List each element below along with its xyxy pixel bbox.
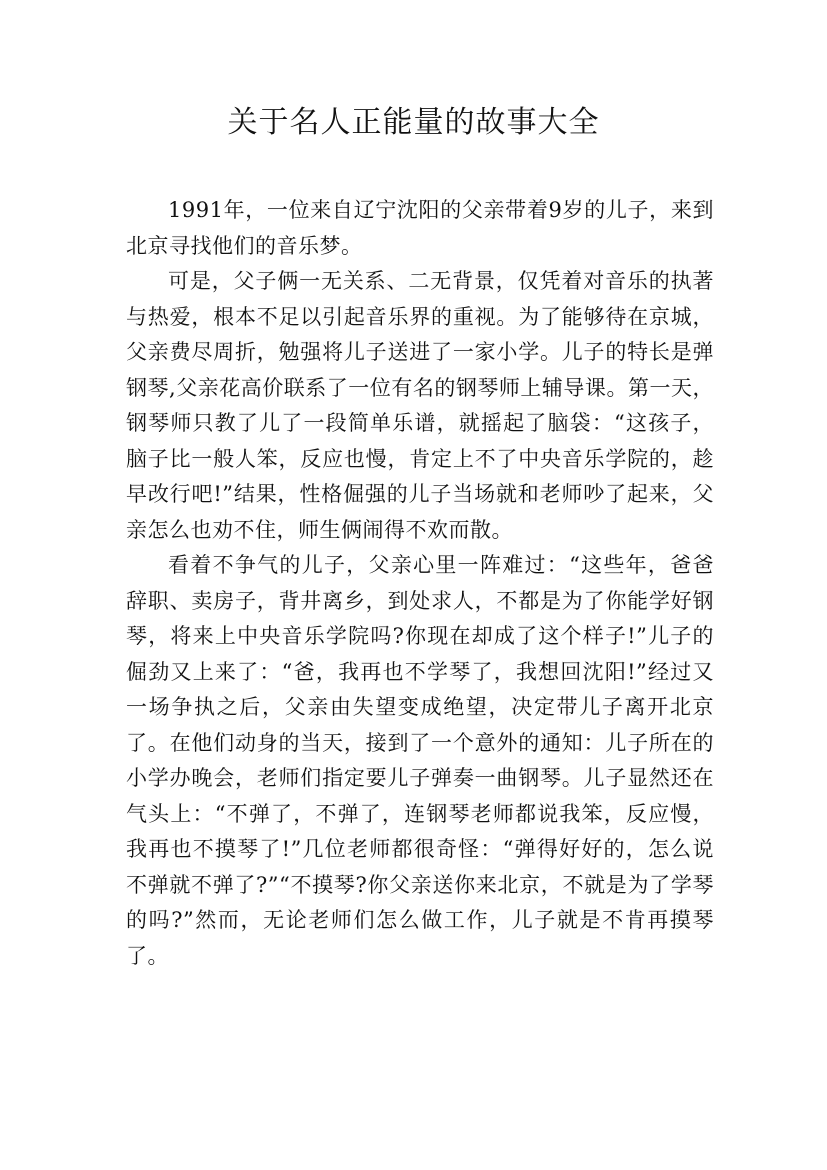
paragraph-2: 可是，父子俩一无关系、二无背景，仅凭着对音乐的执著与热爱，根本不足以引起音乐界的重视。为了能够待在京城，父亲费尽周折，勉强将儿子送进了一家小学。儿子的特长是弹钢琴,父亲花高价联系了一位有名的钢琴师上辅导课。第一天，钢琴师只教了儿了一段简单乐谱，就摇起了脑袋：“这孩子，脑子比一般人笨，反应也慢，肯定上不了中央音乐学院的，趁早改行吧!”结果，性格倔强的儿子当场就和老师吵了起来，父亲怎么也劝不住，师生俩闹得不欢而散。 xyxy=(126,269,714,542)
document-title: 关于名人正能量的故事大全 xyxy=(227,105,600,140)
document-body xyxy=(126,193,714,974)
paragraph-3: 看着不争气的儿子，父亲心里一阵难过：“这些年，爸爸辞职、卖房子，背井离乡，到处求人，不都是为了你能学好钢琴，将来上中央音乐学院吗?你现在却成了这个样子!”儿子的倔劲又上来了：“爸，我再也不学琴了，我想回沈阳!”经过又一场争执之后，父亲由失望变成绝望，决定带儿子离开北京了。在他们动身的当天，接到了一个意外的通知：儿子所在的小学办晚会，老师们指定要儿子弹奏一曲钢琴。儿子显然还在气头上：“不弹了，不弹了，连钢琴老师都说我笨，反应慢，我再也不摸琴了!”几位老师都很奇怪：“弹得好好的，怎么说不弹就不弹了?”“不摸琴?你父亲送你来北京，不就是为了学琴的吗?”然而，无论老师们怎么做工作，儿子就是不肯再摸琴了。 xyxy=(126,553,714,968)
paragraph-1: 1991年，一位来自辽宁沈阳的父亲带着9岁的儿子，来到北京寻找他们的音乐梦。 xyxy=(126,198,714,258)
